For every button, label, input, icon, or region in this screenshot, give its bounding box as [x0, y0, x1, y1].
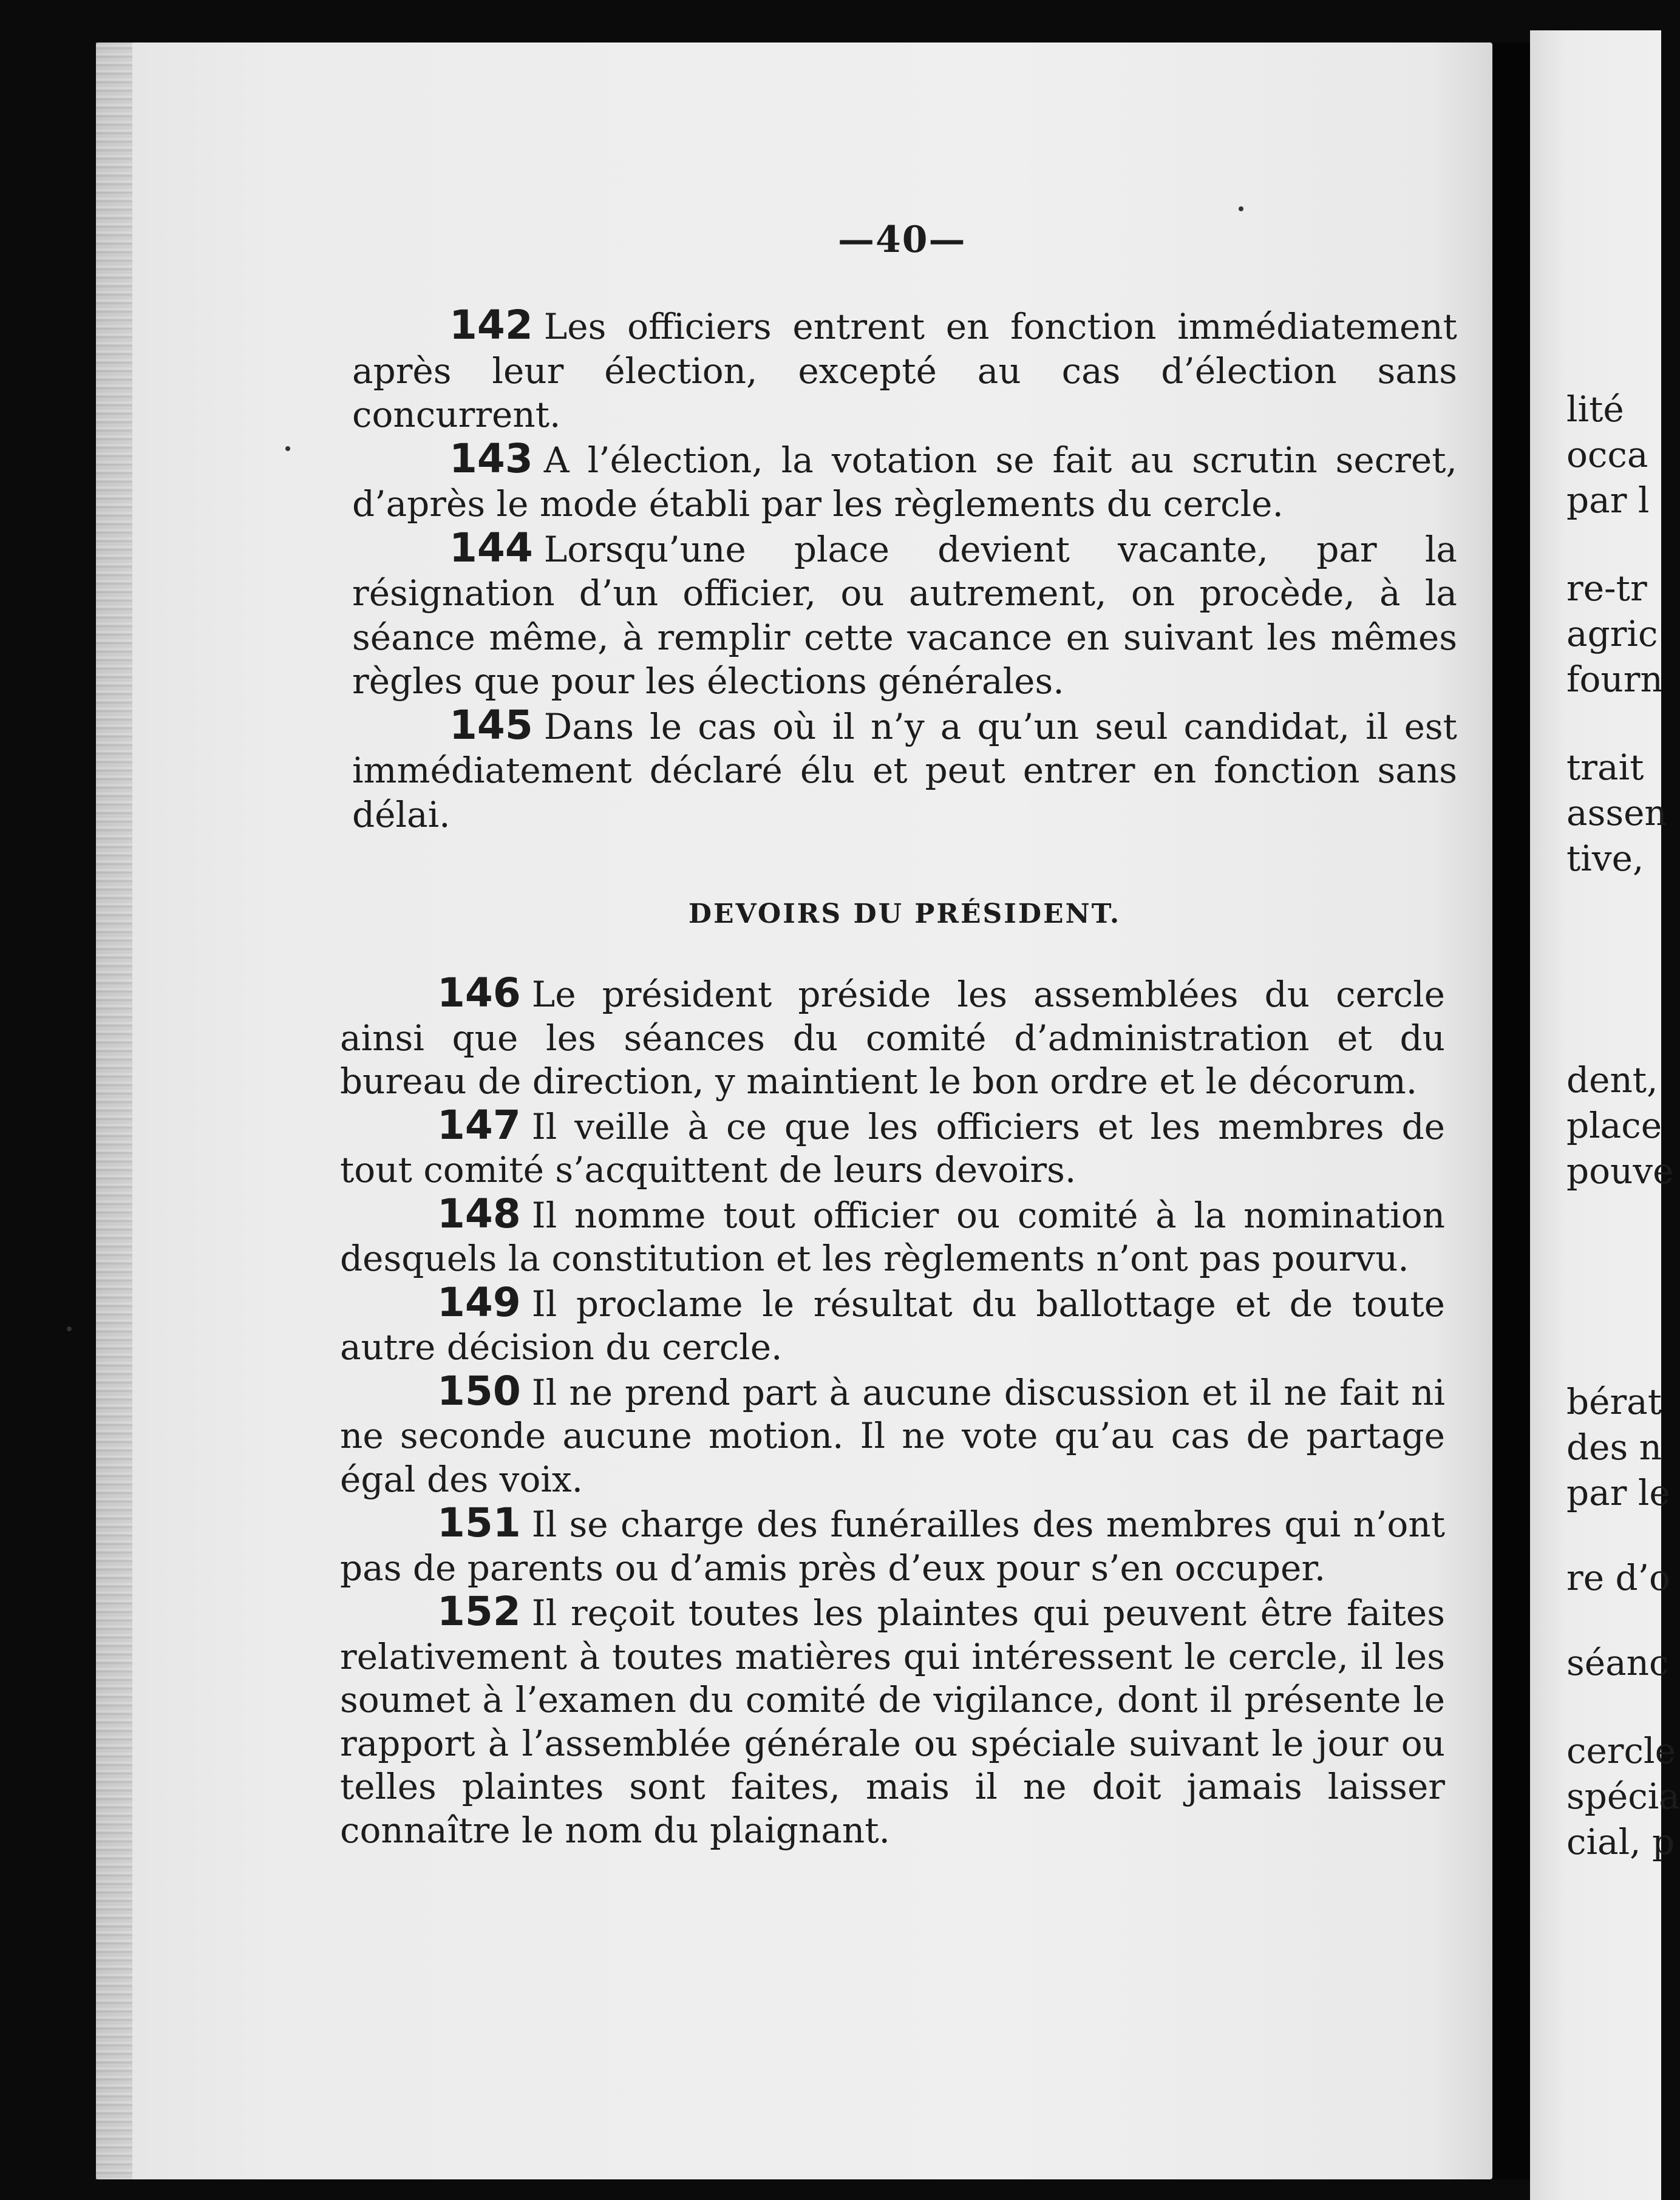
article-145 — [352, 701, 1457, 837]
article-text: Il reçoit toutes les plaintes qui peuvent être faites relativement à toutes matières qui intéressent le cercle, il les soumet à l’examen du comité de vigilance, dont il présente le rapport à l’assemblée générale ou spéciale suivant le jour ou telles plaintes sont faites, mais il ne doit jamais laisser connaître le nom du plaignant. — [340, 1592, 1445, 1851]
article-number: 147 — [437, 1101, 521, 1149]
article-number: 143 — [449, 435, 533, 482]
article-text: A l’élection, la votation se fait au scrutin secret, d’après le mode établi par les règlements du cercle. — [352, 439, 1457, 525]
right-page-fragment: re d’o — [1566, 1557, 1670, 1598]
article-151 — [340, 1501, 1445, 1590]
article-number: 150 — [437, 1367, 521, 1414]
right-page-fragment: bérat — [1566, 1381, 1662, 1422]
right-page-fragment: spécia — [1566, 1776, 1680, 1817]
article-text: Il se charge des funérailles des membres qui n’ont pas de parents ou d’amis près d’eux pour s’en occuper. — [340, 1504, 1445, 1589]
article-text: Le président préside les assemblées du cercle ainsi que les séances du comité d’administration et du bureau de direction, y maintient le bon ordre et le décorum. — [340, 974, 1445, 1102]
right-page-fragment: trait — [1566, 747, 1644, 788]
article-144 — [352, 526, 1457, 704]
article-142 — [352, 304, 1457, 437]
article-text: Il nomme tout officier ou comité à la nomination desquels la constitution et les règlements n’ont pas pourvu. — [340, 1194, 1445, 1279]
article-number: 148 — [437, 1190, 521, 1237]
article-block-elections — [352, 304, 1457, 837]
right-page-fragment: occa — [1566, 434, 1648, 475]
right-page-fragment: cercle — [1566, 1730, 1676, 1771]
page-number: —40— — [838, 219, 967, 261]
article-148 — [340, 1192, 1445, 1281]
article-146 — [340, 971, 1445, 1104]
right-page-fragment: re-tr — [1566, 568, 1647, 609]
article-text: Les officiers entrent en fonction immédiatement après leur élection, excepté au cas d’élection sans concurrent. — [352, 306, 1457, 435]
article-text: Dans le cas où il n’y a qu’un seul candidat, il est immédiatement déclaré élu et peut entrer en fonction sans délai. — [352, 705, 1457, 835]
right-page-fragment: place — [1566, 1105, 1662, 1146]
right-page-fragment: séanc — [1566, 1642, 1669, 1683]
article-number: 146 — [437, 969, 521, 1016]
article-number: 151 — [437, 1499, 521, 1546]
right-page-fragment: cial, p — [1566, 1821, 1675, 1862]
right-page-fragment: des n — [1566, 1427, 1662, 1468]
article-147 — [340, 1101, 1445, 1192]
scan-speck — [285, 446, 290, 451]
article-150 — [340, 1367, 1445, 1502]
book-gutter — [1492, 42, 1530, 2179]
scan-speck — [67, 1326, 72, 1331]
right-page-fragment: par l — [1566, 480, 1650, 521]
article-text: Il proclame le résultat du ballottage et de toute autre décision du cercle. — [340, 1283, 1445, 1368]
article-149 — [340, 1278, 1445, 1370]
article-block-president — [340, 971, 1445, 1852]
article-number: 149 — [437, 1278, 521, 1326]
scan-speck — [1239, 206, 1243, 211]
article-143 — [352, 437, 1457, 526]
article-text: Il ne prend part à aucune discussion et il ne fait ni ne seconde aucune motion. Il ne vote qu’au cas de partage égal des voix. — [340, 1371, 1445, 1500]
right-page-fragment: par le — [1566, 1472, 1670, 1513]
right-page-fragment: lité — [1566, 389, 1624, 430]
article-number: 144 — [449, 524, 533, 571]
article-number: 152 — [437, 1588, 521, 1635]
article-number: 142 — [449, 302, 533, 348]
right-page-fragment: agric — [1566, 613, 1658, 654]
right-page-fragment: pouve — [1566, 1150, 1674, 1192]
section-heading: DEVOIRS DU PRÉSIDENT. — [688, 898, 1121, 929]
right-page-fragment: fourn — [1566, 659, 1663, 700]
right-page-fragment: tive, — [1566, 838, 1644, 879]
right-page-fragment: dent, — [1566, 1059, 1658, 1101]
article-text: Il veille à ce que les officiers et les membres de tout comité s’acquittent de leurs devoirs. — [340, 1105, 1445, 1190]
right-page-fragment: assen — [1566, 792, 1667, 833]
article-152 — [340, 1590, 1445, 1852]
article-number: 145 — [449, 701, 533, 749]
article-text: Lorsqu’une place devient vacante, par la résignation d’un officier, ou autrement, on procède, à la séance même, à remplir cette vacance en suivant les mêmes règles que pour les élections générales. — [352, 528, 1457, 702]
